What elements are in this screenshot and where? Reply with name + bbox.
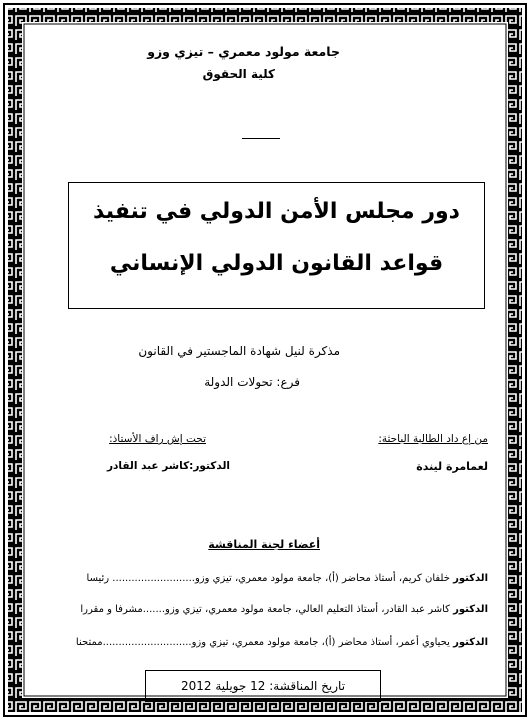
member-prefix: الدكتور	[453, 637, 488, 648]
member-details: خلفان كريم، أستاذ محاضر (أ)، جامعة مولود معمري، تيزي وزو.......................... رئيسا	[86, 573, 454, 584]
university-name: جامعة مولود معمري – تيزي وزو	[147, 44, 340, 59]
student-name: لعمامرة ليندة	[416, 460, 488, 473]
defense-date: تاريخ المناقشة: 12 جويلية 2012	[180, 679, 346, 693]
faculty-name: كلية الحقوق	[202, 67, 275, 81]
committee-title: أعضاء لجنة المناقشة	[208, 538, 320, 551]
committee-member-3	[76, 637, 488, 648]
student-label: من إع داد الطالبة الباحثة:	[378, 433, 488, 445]
member-prefix: الدكتور	[453, 604, 488, 615]
supervisor-line	[107, 460, 230, 472]
thesis-title-line1: دور مجلس الأمن الدولي في تنفيذ	[93, 199, 460, 224]
committee-member-1	[87, 573, 488, 584]
separator-rule	[242, 138, 280, 139]
supervisor-prefix: الدكتور:	[189, 460, 230, 472]
member-prefix: الدكتور	[453, 573, 488, 584]
supervisor-label: تحت إش راف الأستاذ:	[109, 433, 206, 445]
defense-date-box	[145, 670, 381, 702]
committee-member-2	[80, 604, 488, 615]
thesis-title-box	[68, 182, 485, 309]
supervisor-name: كاشر عبد القادر	[106, 460, 190, 472]
member-details: كاشر عبد القادر، أستاذ التعليم العالي، جامعة مولود معمري، تيزي وزو.......مشرفا و مقررا	[80, 604, 454, 615]
memo-branch: فرع: تحولات الدولة	[204, 375, 300, 389]
member-details: يحياوي أعمر، أستاذ محاضر (أ)، جامعة مولود معمري، تيزي وزو............................ممتحنا	[75, 637, 454, 648]
title-page	[30, 30, 500, 710]
thesis-title-line2: قواعد القانون الدولي الإنساني	[109, 251, 444, 276]
memo-purpose: مذكرة لنيل شهادة الماجستير في القانون	[138, 344, 340, 358]
